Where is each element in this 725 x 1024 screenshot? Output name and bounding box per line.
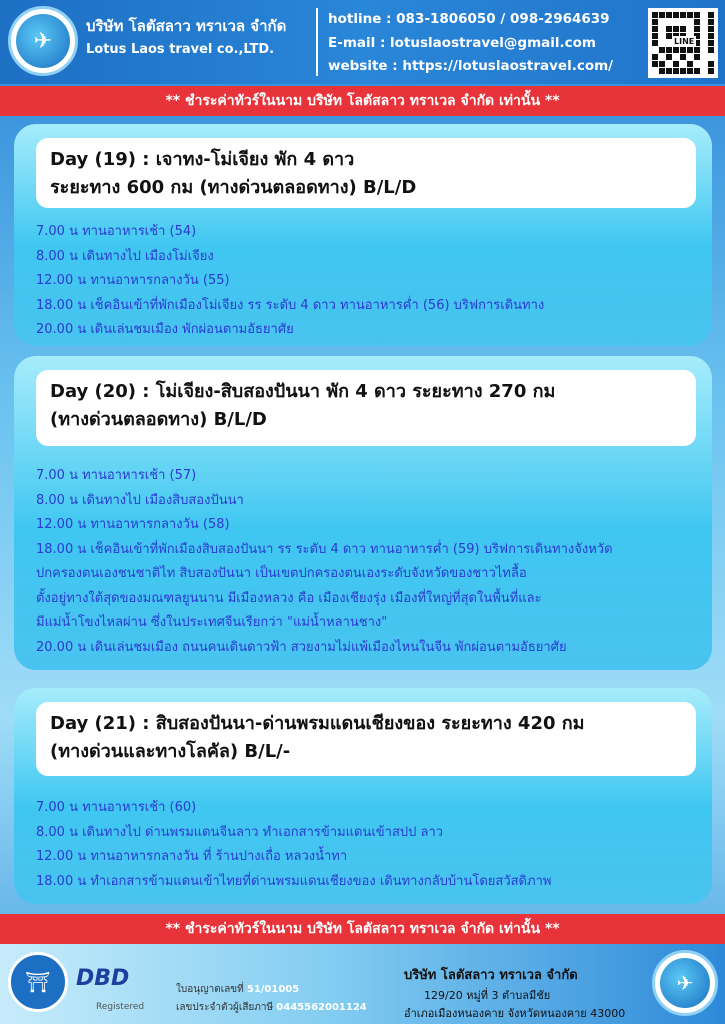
day-title-line1: Day (19) : เจาทง-โม่เจียง พัก 4 ดาว: [50, 149, 355, 170]
day-title-box: [36, 702, 696, 776]
tax-value: 0445562001124: [276, 1002, 367, 1013]
payment-notice-banner-top: ** ชำระค่าทัวร์ในนาม บริษัท โลตัสลาว ทราเวล จำกัด เท่านั้น **: [0, 86, 725, 116]
license-label: ใบอนุญาตเลขที่: [176, 984, 247, 995]
license-number: [176, 982, 299, 997]
dbd-logo: DBD: [76, 966, 130, 991]
itinerary-item: 18.00 น ทำเอกสารข้ามแดนเข้าไทยที่ด่านพรมแดนเชียงของ เดินทางกลับบ้านโดยสวัสดิภาพ: [36, 873, 552, 889]
day-title-line2: (ทางด่วนตลอดทาง) B/L/D: [50, 409, 267, 430]
tax-id: [176, 1000, 367, 1015]
hotline-text: hotline : 083-1806050 / 098-2964639: [328, 11, 610, 27]
itinerary-item: 18.00 น เช็คอินเข้าที่พักเมืองสิบสองปันนา รร ระดับ 4 ดาว ทานอาหารค่ำ (59) บริฟการเดินทางจังหวัด: [36, 541, 613, 557]
day-itinerary-list: [36, 796, 706, 894]
lotus-logo-icon: ✈: [8, 6, 78, 76]
day-card-20: [14, 356, 712, 670]
day-itinerary-list: [36, 464, 706, 660]
day-title-line1: Day (21) : สิบสองปันนา-ด่านพรมแดนเชียงของ ระยะทาง 420 กม: [50, 713, 585, 734]
itinerary-item: มีแม่น้ำโขงไหลผ่าน ซึ่งในประเทศจีนเรียกว่า "แม่น้ำหลานชาง": [36, 615, 388, 630]
ministry-seal-icon: ⛩: [8, 952, 68, 1012]
header-divider: [316, 8, 318, 76]
itinerary-item: 12.00 น ทานอาหารกลางวัน (55): [36, 273, 230, 288]
itinerary-item: 7.00 น ทานอาหารเช้า (60): [36, 800, 197, 815]
itinerary-item: 7.00 น ทานอาหารเช้า (54): [36, 224, 197, 239]
footer-address-line1: 129/20 หมู่ที่ 3 ตำบลมีชัย: [424, 989, 551, 1002]
email-link[interactable]: E-mail : lotuslaostravel@gmail.com: [328, 35, 596, 51]
company-name-english: Lotus Laos travel co.,LTD.: [86, 42, 275, 57]
itinerary-item: 8.00 น เดินทางไป เมืองสิบสองปันนา: [36, 492, 244, 508]
itinerary-item: ปกครองตนเองชนชาติไท สิบสองปันนา เป็นเขตปกครองตนเองระดับจังหวัดของชาวไทลื้อ: [36, 566, 527, 581]
qr-line-label: LINE: [674, 37, 695, 46]
dbd-registered-label: Registered: [96, 1002, 145, 1012]
day-title-box: [36, 138, 696, 208]
license-value: 51/01005: [246, 984, 300, 995]
lotus-logo-icon: ✈: [652, 950, 718, 1016]
website-link[interactable]: website : https://lotuslaostravel.com/: [328, 58, 614, 74]
day-title-line2: (ทางด่วนและทางโลคัล) B/L/-: [50, 741, 291, 762]
itinerary-item: 12.00 น ทานอาหารกลางวัน (58): [36, 517, 230, 532]
itinerary-item: 7.00 น ทานอาหารเช้า (57): [36, 468, 197, 483]
company-name-thai: บริษัท โลตัสลาว ทราเวล จำกัด: [86, 17, 287, 35]
itinerary-item: 8.00 น เดินทางไป เมืองโม่เจียง: [36, 248, 214, 264]
footer-company-name: บริษัท โลตัสลาว ทราเวล จำกัด: [404, 968, 578, 983]
itinerary-item: 20.00 น เดินเล่นชมเมือง ถนนคนเดินดาวฟ้า สวยงามไม่แพ้เมืองไหนในจีน พักผ่อนตามอัธยาศัย: [36, 639, 567, 655]
day-card-19: [14, 124, 712, 346]
itinerary-item: 8.00 น เดินทางไป ด่านพรมแดนจีนลาว ทำเอกสารข้ามแดนเข้าสปป ลาว: [36, 824, 444, 840]
tax-label: เลขประจำตัวผู้เสียภาษี: [176, 1002, 277, 1013]
itinerary-item: 20.00 น เดินเล่นชมเมือง พักผ่อนตามอัธยาศัย: [36, 322, 294, 337]
itinerary-item: 12.00 น ทานอาหารกลางวัน ที่ ร้านปางเถื่อ หลวงน้ำทา: [36, 849, 348, 864]
day-title-box: [36, 370, 696, 446]
day-title-line1: Day (20) : โม่เจียง-สิบสองปันนา พัก 4 ดาว ระยะทาง 270 กม: [50, 381, 556, 402]
header: [0, 0, 725, 84]
itinerary-item: ตั้งอยู่ทางใต้สุดของมณฑลยูนนาน มีเมืองหลวง คือ เมืองเชียงรุ่ง เมืองที่ใหญ่ที่สุดในพื้นที่และ: [36, 590, 542, 606]
payment-notice-banner-bottom: ** ชำระค่าทัวร์ในนาม บริษัท โลตัสลาว ทราเวล จำกัด เท่านั้น **: [0, 914, 725, 944]
day-card-21: [14, 688, 712, 904]
itinerary-item: 18.00 น เช็คอินเข้าที่พักเมืองโม่เจียง รร ระดับ 4 ดาว ทานอาหารค่ำ (56) บริฟการเดินทาง: [36, 297, 545, 313]
day-title-line2: ระยะทาง 600 กม (ทางด่วนตลอดทาง) B/L/D: [50, 177, 417, 198]
day-itinerary-list: [36, 220, 706, 343]
footer: [0, 944, 725, 1024]
footer-address-line2: อำเภอเมืองหนองคาย จังหวัดหนองคาย 43000: [404, 1007, 626, 1020]
